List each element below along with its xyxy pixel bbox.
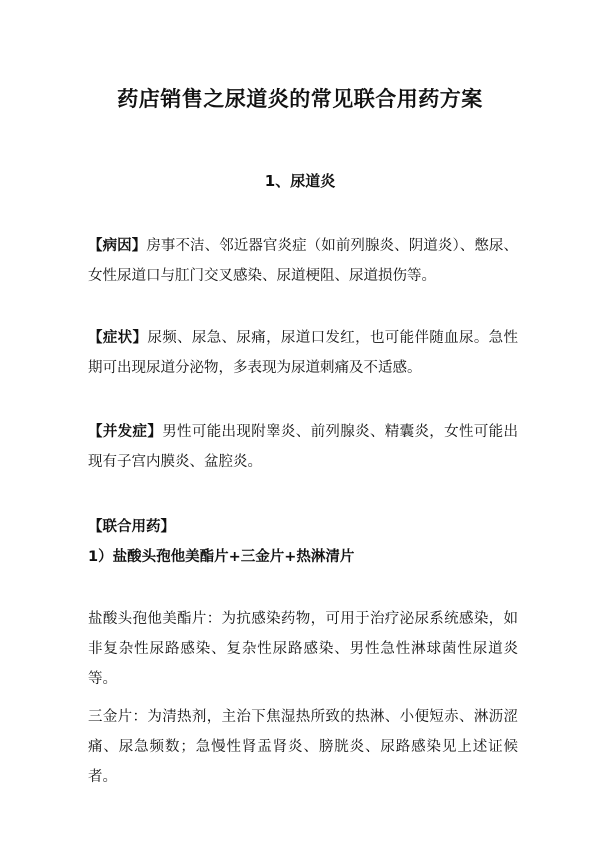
complication-paragraph (88, 417, 518, 477)
complication-label: 【并发症】 (88, 424, 163, 440)
drug-2-paragraph: 三金片：为清热剂，主治下焦湿热所致的热淋、小便短赤、淋沥涩痛、尿急频数；急慢性肾盂肾炎、膀胱炎、尿路感染见上述证候者。 (88, 709, 518, 785)
cause-paragraph (88, 231, 518, 291)
symptom-paragraph (88, 323, 518, 383)
cause-label: 【病因】 (88, 238, 147, 254)
complication-text: 男性可能出现附睾炎、前列腺炎、精囊炎，女性可能出现有子宫内膜炎、盆腔炎。 (88, 424, 519, 470)
drug-1-paragraph: 盐酸头孢他美酯片：为抗感染药物，可用于治疗泌尿系统感染，如非复杂性尿路感染、复杂性尿路感染、男性急性淋球菌性尿道炎等。 (88, 611, 518, 687)
combination-1-heading: 1）盐酸头孢他美酯片+三金片+热淋清片 (88, 549, 355, 565)
symptom-text: 尿频、尿急、尿痛，尿道口发红，也可能伴随血尿。急性期可出现尿道分泌物，多表现为尿道刺痛及不适感。 (88, 330, 518, 376)
section-heading: 1、尿道炎 (264, 172, 336, 190)
combination-heading: 【联合用药】 (88, 519, 175, 535)
symptom-label: 【症状】 (88, 330, 148, 346)
cause-text: 房事不洁、邻近器官炎症（如前列腺炎、阴道炎）、憋尿、女性尿道口与肛门交叉感染、尿道梗阻、尿道损伤等。 (88, 238, 518, 284)
page-title: 药店销售之尿道炎的常见联合用药方案 (117, 87, 483, 111)
